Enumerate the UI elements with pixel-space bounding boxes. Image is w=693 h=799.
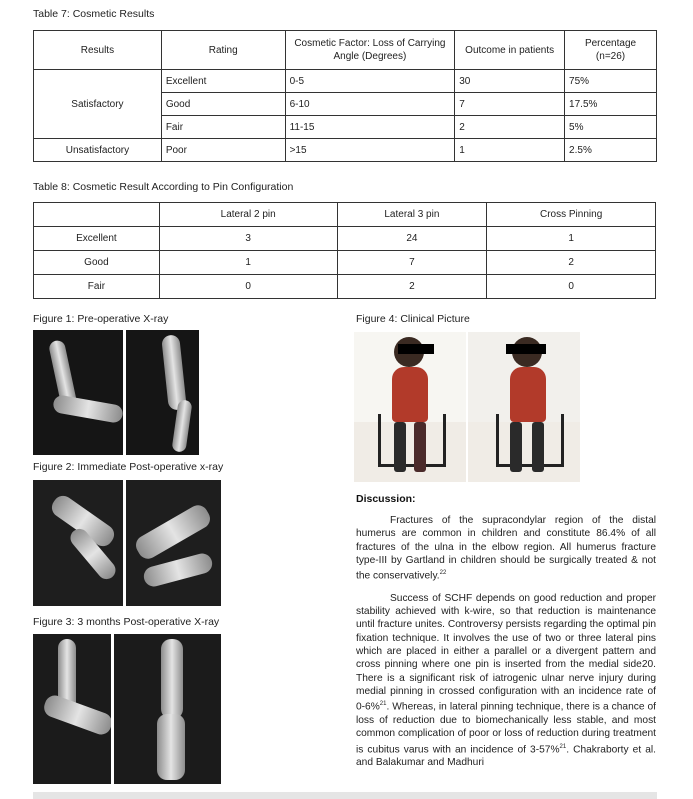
clinical-picture-back-image — [468, 332, 580, 482]
table8-caption: Table 8: Cosmetic Result According to Pin Configuration — [33, 181, 294, 193]
table-header-row — [34, 203, 656, 227]
cosmetic-results-table — [33, 30, 657, 162]
factor-cell: 6-10 — [285, 93, 455, 116]
header-results: Results — [34, 31, 162, 70]
table-row — [34, 275, 656, 299]
rating-cell: Excellent — [161, 70, 285, 93]
header-cosmetic-factor: Cosmetic Factor: Loss of Carrying Angle (Degrees) — [285, 31, 455, 70]
discussion-heading: Discussion: — [356, 493, 416, 505]
row-label: Fair — [34, 275, 160, 299]
value-cell: 7 — [337, 251, 487, 275]
page-footer-bar — [33, 792, 657, 799]
percentage-cell: 75% — [565, 70, 657, 93]
table-row — [34, 139, 657, 162]
percentage-cell: 17.5% — [565, 93, 657, 116]
header-empty — [34, 203, 160, 227]
percentage-cell: 2.5% — [565, 139, 657, 162]
value-cell: 2 — [337, 275, 487, 299]
figure4-caption: Figure 4: Clinical Picture — [356, 313, 470, 325]
table-row — [34, 70, 657, 93]
clinical-picture-front-image — [354, 332, 466, 482]
factor-cell: 0-5 — [285, 70, 455, 93]
rating-cell: Good — [161, 93, 285, 116]
three-month-post-operative-xray-image — [33, 634, 221, 784]
discussion-paragraph-1: Fractures of the supracondylar region of the distal humerus are common in children and constitute 86.4% of all fractures of the ulna in the elbow region. All humerus fracture type-III by Gartland in children should be surgically treated & not the conservatively.$^{22}$ — [356, 515, 656, 582]
table-header-row — [34, 31, 657, 70]
rating-cell: Poor — [161, 139, 285, 162]
value-cell: 1 — [159, 251, 337, 275]
value-cell: 0 — [487, 275, 656, 299]
header-rating: Rating — [161, 31, 285, 70]
value-cell: 1 — [487, 227, 656, 251]
result-cell: Unsatisfactory — [34, 139, 162, 162]
value-cell: 3 — [159, 227, 337, 251]
figure2-caption: Figure 2: Immediate Post-operative x-ray — [33, 461, 224, 473]
discussion-body — [356, 514, 656, 770]
figure3-caption: Figure 3: 3 months Post-operative X-ray — [33, 616, 220, 628]
discussion-paragraph-2: Success of SCHF depends on good reduction and proper stability achieved with k-wire, so that reduction is maintenance until fracture unites. Controversy persists regarding the optimal pin fixation technique. It involves the use of two or three lateral pins which are placed in either a parallel or a divergent pattern and cross pinning where one pin is inserted from the medial side20. There is a significant risk of iatrogenic ulnar nerve injury during medial pinning in crossed configuration with an incidence rate of 0-6%$^{21}$. Whereas, in lateral pinning technique, there is a chance of loss of reduction due to biomechanically less stable, and most common complication of poor or loss of reduction during treatment is cubitus varus with an incidence of 3-57%$^{21}$. Chakraborty et al. and Balakumar and Madhuri — [356, 592, 657, 769]
row-label: Excellent — [34, 227, 160, 251]
header-lateral-3-pin: Lateral 3 pin — [337, 203, 487, 227]
header-percentage: Percentage (n=26) — [565, 31, 657, 70]
immediate-post-operative-xray-image — [33, 480, 221, 606]
pre-operative-xray-image — [33, 330, 199, 455]
value-cell: 0 — [159, 275, 337, 299]
value-cell: 24 — [337, 227, 487, 251]
pin-configuration-table — [33, 202, 656, 299]
value-cell: 2 — [487, 251, 656, 275]
figure1-caption: Figure 1: Pre-operative X-ray — [33, 313, 169, 325]
result-cell: Satisfactory — [34, 70, 162, 139]
factor-cell: 11-15 — [285, 116, 455, 139]
percentage-cell: 5% — [565, 116, 657, 139]
row-label: Good — [34, 251, 160, 275]
table-row — [34, 227, 656, 251]
outcome-cell: 2 — [455, 116, 565, 139]
table7-caption: Table 7: Cosmetic Results — [33, 8, 155, 20]
header-cross-pinning: Cross Pinning — [487, 203, 656, 227]
outcome-cell: 1 — [455, 139, 565, 162]
header-outcome: Outcome in patients — [455, 31, 565, 70]
header-lateral-2-pin: Lateral 2 pin — [159, 203, 337, 227]
table-row — [34, 251, 656, 275]
factor-cell: >15 — [285, 139, 455, 162]
rating-cell: Fair — [161, 116, 285, 139]
outcome-cell: 30 — [455, 70, 565, 93]
outcome-cell: 7 — [455, 93, 565, 116]
